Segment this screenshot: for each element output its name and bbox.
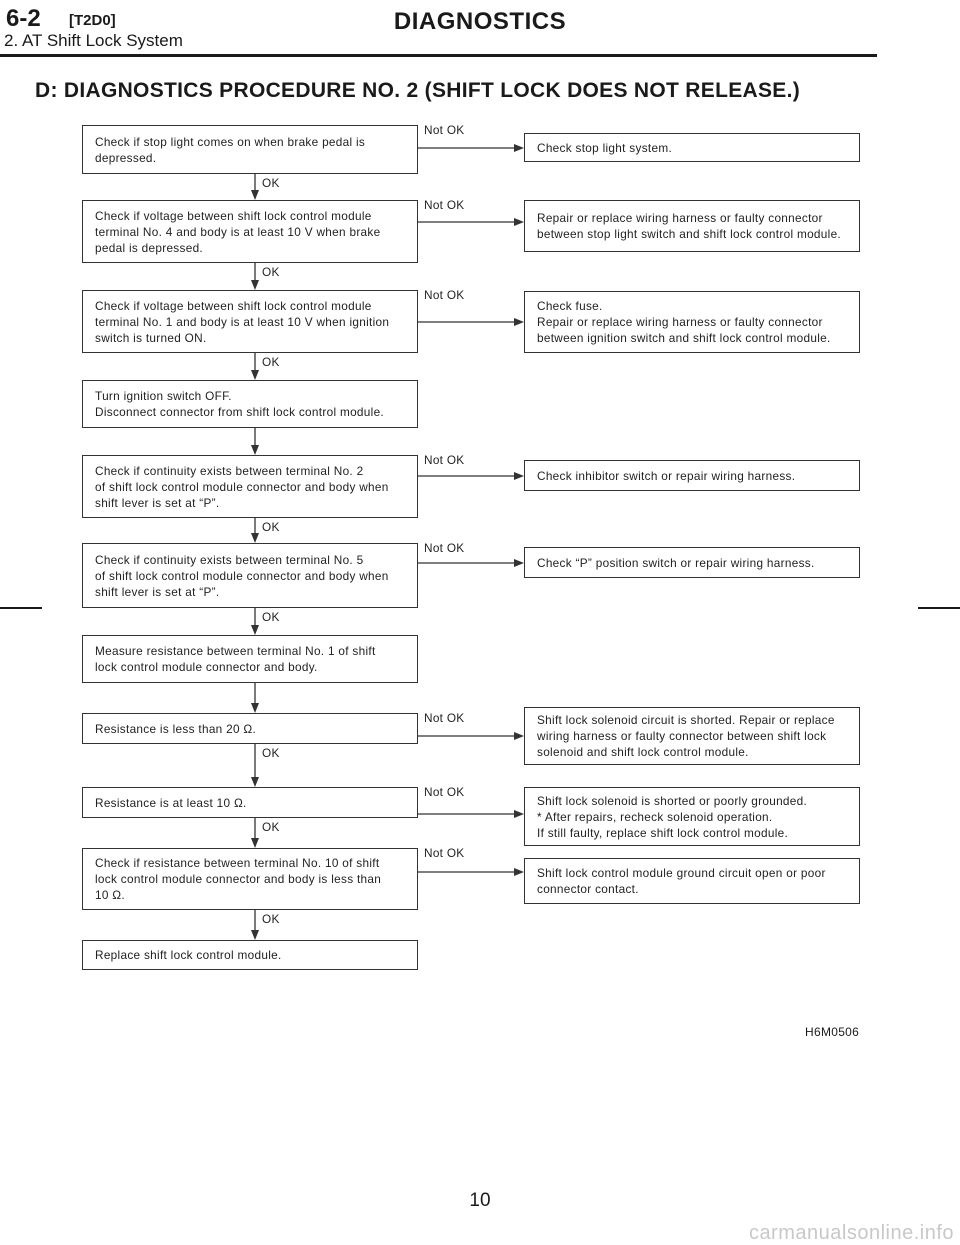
- figure-id: H6M0506: [805, 1025, 860, 1039]
- arrowhead-right-icon: [514, 559, 524, 567]
- result-action-box: Repair or replace wiring harness or faulty connector between stop light switch and shift lock control module.: [524, 200, 860, 252]
- check-step-box: Check if continuity exists between terminal No. 2 of shift lock control module connector and body when shift lever is set at “P”.: [82, 455, 418, 518]
- arrowhead-right-icon: [514, 868, 524, 876]
- arrowhead-right-icon: [514, 218, 524, 226]
- arrowhead-right-icon: [514, 472, 524, 480]
- check-step-box: Check if resistance between terminal No. 10 of shift lock control module connector and body is less than 10 Ω.: [82, 848, 418, 910]
- check-step-box: Check if continuity exists between terminal No. 5 of shift lock control module connector and body when shift lever is set at “P”.: [82, 543, 418, 608]
- not-ok-label: Not OK: [424, 711, 465, 725]
- page-number: 10: [469, 1190, 491, 1211]
- result-action-box: Shift lock solenoid circuit is shorted. Repair or replace wiring harness or faulty connector between shift lock solenoid and shift lock control module.: [524, 707, 860, 765]
- arrowhead-down-icon: [251, 190, 259, 200]
- section-code: [T2D0]: [69, 12, 116, 29]
- not-ok-label: Not OK: [424, 123, 465, 137]
- arrowhead-right-icon: [514, 810, 524, 818]
- result-action-box: Shift lock solenoid is shorted or poorly grounded. * After repairs, recheck solenoid operation. If still faulty, replace shift lock control module.: [524, 787, 860, 846]
- not-ok-label: Not OK: [424, 198, 465, 212]
- check-step-box: Turn ignition switch OFF. Disconnect connector from shift lock control module.: [82, 380, 418, 428]
- result-action-box: Check “P” position switch or repair wiring harness.: [524, 547, 860, 578]
- ok-label: OK: [262, 355, 280, 369]
- not-ok-label: Not OK: [424, 785, 465, 799]
- check-step-box: Measure resistance between terminal No. 1 of shift lock control module connector and body.: [82, 635, 418, 683]
- arrowhead-right-icon: [514, 732, 524, 740]
- not-ok-label: Not OK: [424, 453, 465, 467]
- not-ok-label: Not OK: [424, 541, 465, 555]
- ok-label: OK: [262, 176, 280, 190]
- arrowhead-right-icon: [514, 318, 524, 326]
- result-action-box: Check inhibitor switch or repair wiring harness.: [524, 460, 860, 491]
- result-action-box: Check fuse. Repair or replace wiring harness or faulty connector between ignition switch and shift lock control module.: [524, 291, 860, 353]
- check-step-box: Check if stop light comes on when brake pedal is depressed.: [82, 125, 418, 174]
- watermark: carmanualsonline.info: [748, 1222, 954, 1244]
- page-subtitle: 2. AT Shift Lock System: [4, 31, 183, 50]
- arrowhead-down-icon: [251, 445, 259, 455]
- section-number: 6-2: [6, 5, 41, 32]
- check-step-box: Replace shift lock control module.: [82, 940, 418, 970]
- not-ok-label: Not OK: [424, 846, 465, 860]
- arrowhead-down-icon: [251, 838, 259, 848]
- check-step-box: Check if voltage between shift lock control module terminal No. 1 and body is at least 10 V when ignition switch is turned ON.: [82, 290, 418, 353]
- arrowhead-down-icon: [251, 777, 259, 787]
- arrowhead-down-icon: [251, 625, 259, 635]
- arrowhead-down-icon: [251, 703, 259, 713]
- arrowhead-down-icon: [251, 280, 259, 290]
- ok-label: OK: [262, 610, 280, 624]
- not-ok-label: Not OK: [424, 288, 465, 302]
- result-action-box: Check stop light system.: [524, 133, 860, 162]
- check-step-box: Resistance is at least 10 Ω.: [82, 787, 418, 818]
- arrowhead-down-icon: [251, 930, 259, 940]
- procedure-title: D: DIAGNOSTICS PROCEDURE NO. 2 (SHIFT LOCK DOES NOT RELEASE.): [35, 79, 801, 102]
- left-margin-mark: [0, 607, 42, 609]
- result-action-box: Shift lock control module ground circuit open or poor connector contact.: [524, 858, 860, 904]
- right-margin-mark: [918, 607, 960, 609]
- arrowhead-down-icon: [251, 533, 259, 543]
- page-title: DIAGNOSTICS: [393, 8, 567, 35]
- ok-label: OK: [262, 746, 280, 760]
- ok-label: OK: [262, 820, 280, 834]
- arrowhead-right-icon: [514, 144, 524, 152]
- check-step-box: Check if voltage between shift lock control module terminal No. 4 and body is at least 10 V when brake pedal is depressed.: [82, 200, 418, 263]
- ok-label: OK: [262, 265, 280, 279]
- arrowhead-down-icon: [251, 370, 259, 380]
- ok-label: OK: [262, 520, 280, 534]
- check-step-box: Resistance is less than 20 Ω.: [82, 713, 418, 744]
- ok-label: OK: [262, 912, 280, 926]
